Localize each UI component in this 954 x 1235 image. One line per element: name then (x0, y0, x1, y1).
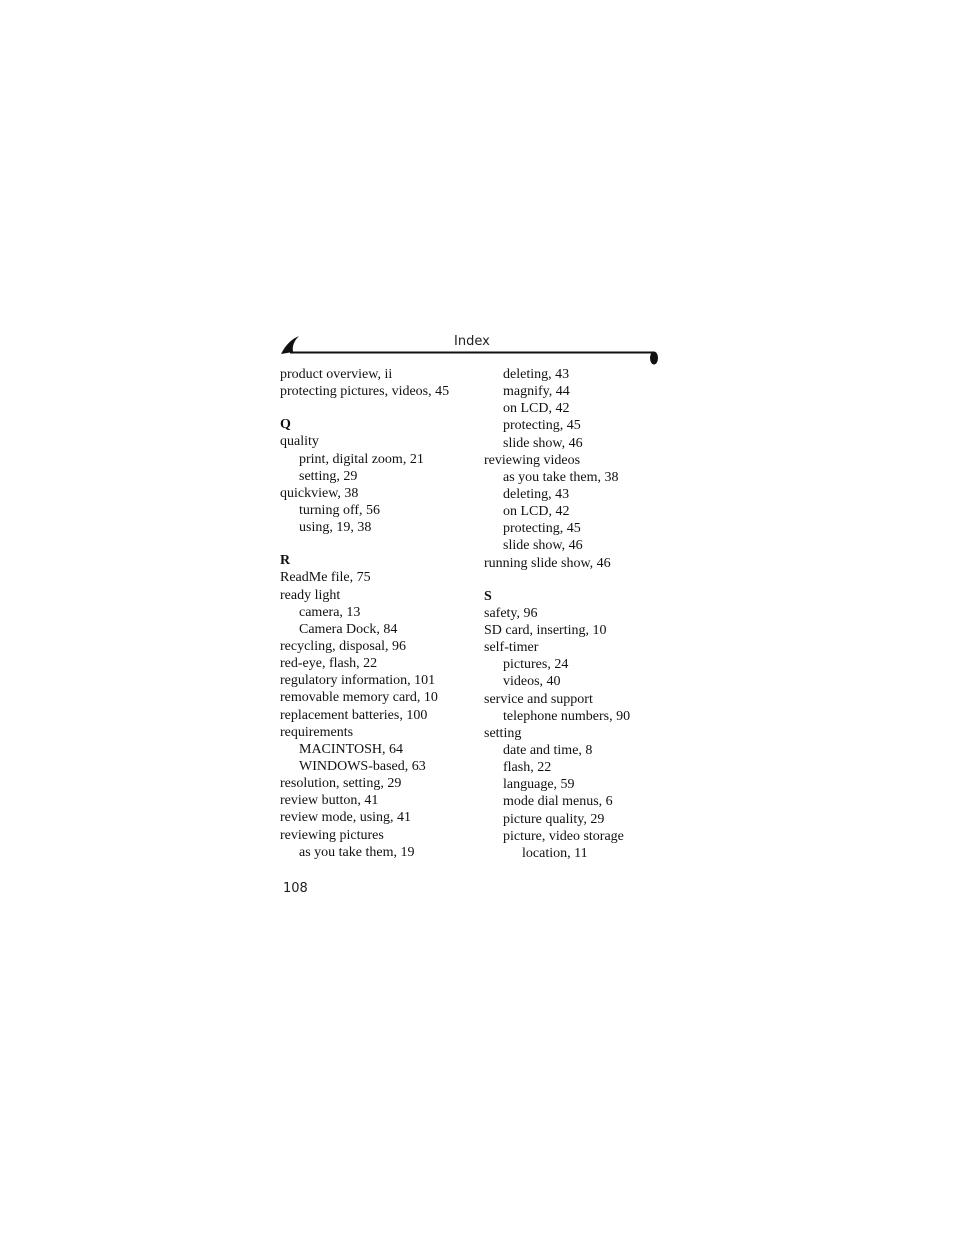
page-header (280, 330, 660, 366)
index-subentry: flash, 22 (503, 760, 552, 776)
index-subentry: turning off, 56 (299, 502, 381, 518)
index-entry: quickview, 38 (280, 485, 359, 501)
section-gap (280, 536, 480, 552)
index-subentry: date and time, 8 (503, 742, 593, 758)
index-entry: resolution, setting, 29 (280, 776, 402, 792)
index-subentry: mode dial menus, 6 (503, 794, 613, 810)
index-subentry: deleting, 43 (503, 367, 570, 382)
index-subentry: videos, 40 (503, 674, 561, 690)
index-entry: review button, 41 (280, 793, 379, 809)
index-subentry: location, 11 (522, 845, 588, 861)
index-entry: review mode, using, 41 (280, 810, 412, 826)
index-entry: ready light (280, 587, 341, 603)
index-entry: quality (280, 434, 319, 450)
index-subentry: Camera Dock, 84 (299, 621, 398, 637)
index-subentry: language, 59 (503, 777, 575, 793)
index-subentry: picture, video storage (503, 828, 624, 844)
index-subentry: camera, 13 (299, 604, 361, 620)
index-entry: replacement batteries, 100 (280, 707, 428, 723)
index-subentry: as you take them, 19 (299, 844, 415, 860)
index-subentry: deleting, 43 (503, 486, 570, 502)
index-entry: removable memory card, 10 (280, 690, 438, 706)
index-subentry: protecting, 45 (503, 418, 581, 434)
section-gap (484, 572, 684, 588)
index-entry: self-timer (484, 640, 539, 656)
index-entry: red-eye, flash, 22 (280, 656, 378, 672)
header-title: Index (454, 334, 490, 349)
page-number: 108 (283, 881, 308, 896)
index-subentry: slide show, 46 (503, 538, 583, 554)
index-subentry: picture quality, 29 (503, 811, 605, 827)
index-entry: safety, 96 (484, 605, 538, 621)
index-subentry: telephone numbers, 90 (503, 708, 631, 724)
index-subentry: as you take them, 38 (503, 469, 619, 485)
index-entry: protecting pictures, videos, 45 (280, 384, 450, 400)
index-letter-heading: Q (280, 417, 291, 433)
index-subentry: WINDOWS-based, 63 (299, 758, 426, 774)
index-entry: SD card, inserting, 10 (484, 622, 607, 638)
index-entry: recycling, disposal, 96 (280, 638, 406, 654)
index-subentry: pictures, 24 (503, 657, 569, 673)
index-entry: setting (484, 725, 522, 741)
index-entry: ReadMe file, 75 (280, 570, 371, 586)
index-subentry: on LCD, 42 (503, 504, 570, 520)
index-letter-heading: R (280, 553, 291, 569)
index-entry: service and support (484, 691, 593, 707)
index-entry: regulatory information, 101 (280, 673, 436, 689)
index-entry: reviewing pictures (280, 827, 384, 843)
index-column-left (280, 366, 480, 861)
index-entry: product overview, ii (280, 367, 393, 382)
section-gap (280, 400, 480, 416)
index-subentry: on LCD, 42 (503, 401, 570, 417)
index-letter-heading: S (484, 588, 492, 604)
index-subentry: setting, 29 (299, 468, 358, 484)
index-subentry: using, 19, 38 (299, 520, 372, 536)
index-subentry: magnify, 44 (503, 384, 570, 400)
index-entry: reviewing videos (484, 452, 581, 468)
index-entry: running slide show, 46 (484, 555, 611, 571)
index-subentry: protecting, 45 (503, 521, 581, 537)
index-subentry: print, digital zoom, 21 (299, 451, 424, 467)
index-entry: requirements (280, 724, 354, 740)
index-subentry: MACINTOSH, 64 (299, 741, 403, 757)
index-subentry: slide show, 46 (503, 435, 583, 451)
index-column-right (484, 366, 684, 862)
